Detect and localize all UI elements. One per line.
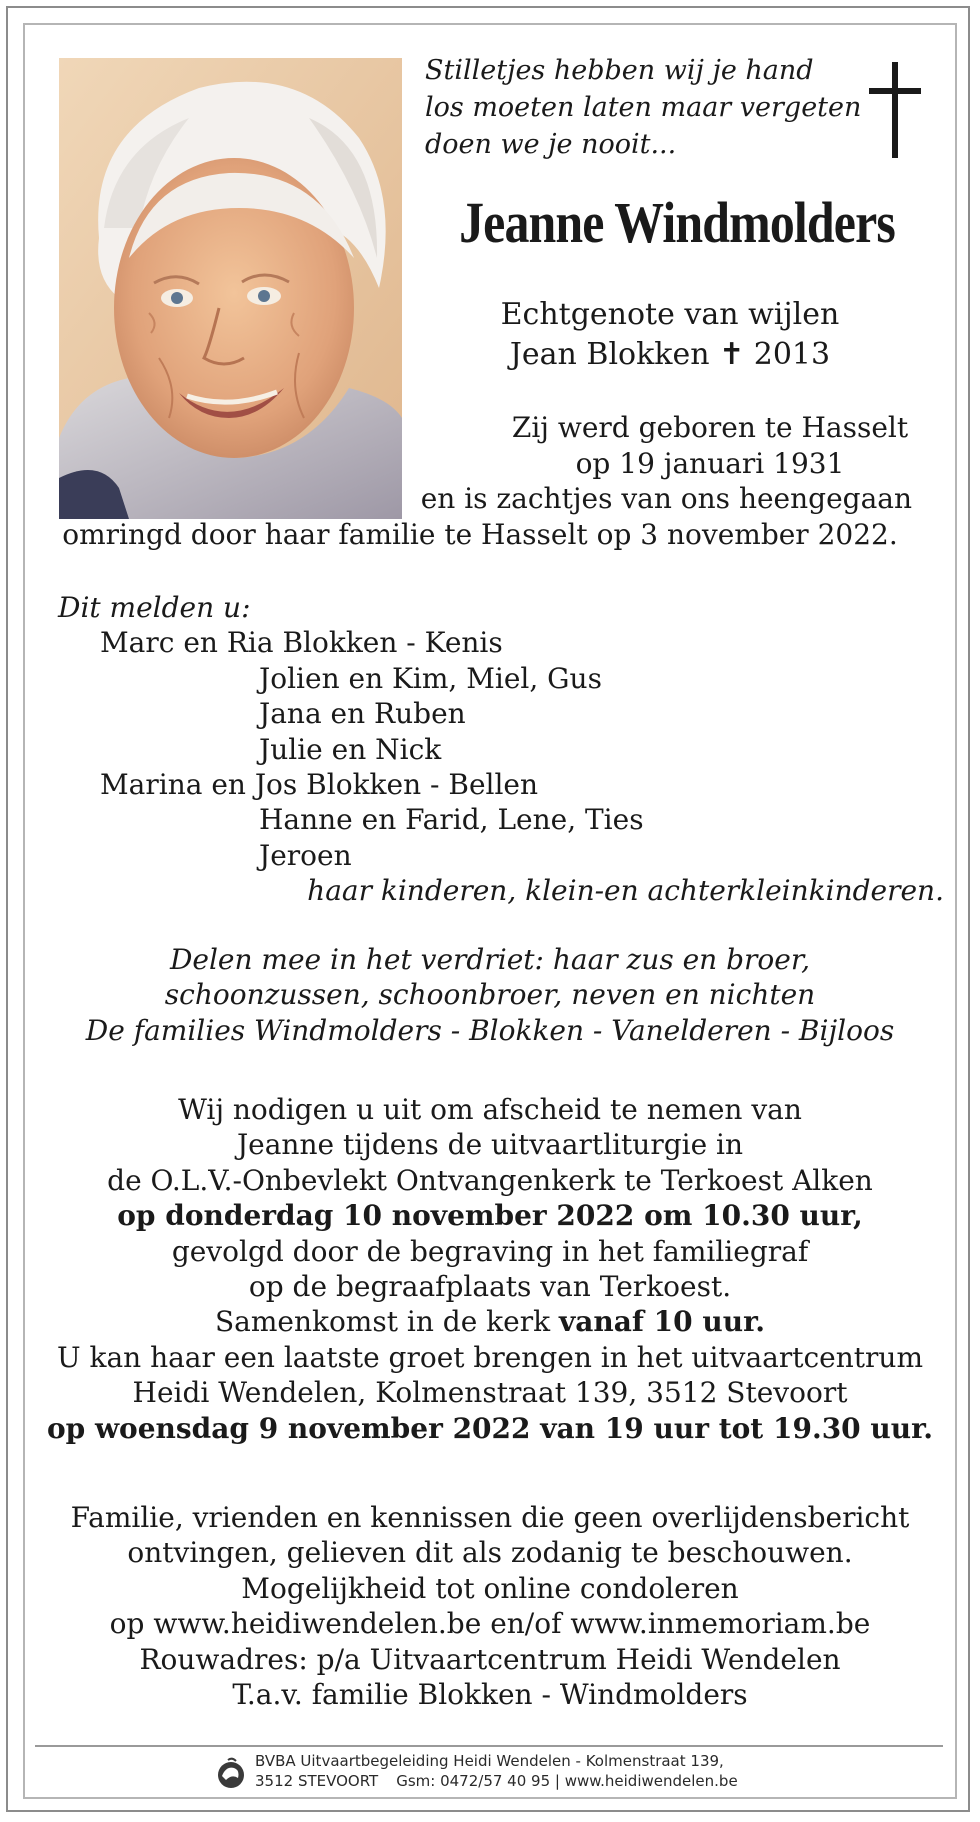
- family-grandchild: Jana en Ruben: [259, 697, 466, 731]
- birth-death-info: [40, 410, 940, 552]
- footer-line: [255, 1771, 815, 1791]
- family-list: [58, 590, 944, 909]
- funeral-home-logo-icon: [214, 1756, 248, 1790]
- footer-divider: [35, 1745, 943, 1747]
- service-info: [40, 1092, 940, 1446]
- family-child: Marina en Jos Blokken - Bellen: [100, 768, 539, 802]
- poem-line: los moeten laten maar vergeten: [425, 92, 862, 123]
- notice-line: T.a.v. familie Blokken - Windmolders: [232, 1678, 748, 1712]
- family-grandchild: Hanne en Farid, Lene, Ties: [259, 803, 644, 837]
- footer-contact: Gsm: 0472/57 40 95 | www.heidiwendelen.be: [396, 1772, 738, 1790]
- family-grandchild: Julie en Nick: [259, 732, 442, 766]
- notice-line: ontvingen, gelieven dit als zodanig te beschouwen.: [127, 1536, 853, 1570]
- service-line: gevolgd door de begraving in het familiegraf: [171, 1234, 809, 1268]
- deceased-name: Jeanne Windmolders: [459, 190, 895, 255]
- notice-line: Mogelijkheid tot online condoleren: [241, 1571, 739, 1605]
- mourners-line: schoonzussen, schoonbroer, neven en nichten: [164, 978, 816, 1012]
- notice-line: Rouwadres: p/a Uitvaartcentrum Heidi Wendelen: [139, 1642, 841, 1676]
- footer-text: [255, 1751, 815, 1791]
- notice-line: Familie, vrienden en kennissen die geen overlijdensbericht: [70, 1501, 910, 1534]
- birth-line: op 19 januari 1931: [575, 446, 845, 480]
- service-line: Heidi Wendelen, Kolmenstraat 139, 3512 Stevoort: [132, 1376, 848, 1410]
- service-line: op de begraafplaats van Terkoest.: [248, 1270, 732, 1304]
- gathering-text: Samenkomst in de kerk: [214, 1305, 551, 1339]
- visitation-date: op woensdag 9 november 2022 van 19 uur tot 19.30 uur.: [46, 1411, 934, 1445]
- footer-line: BVBA Uitvaartbegeleiding Heidi Wendelen - Kolmenstraat 139,: [255, 1752, 724, 1770]
- family-grandchild: Jolien en Kim, Miel, Gus: [259, 661, 602, 695]
- spouse-line: Echtgenote van wijlen: [500, 297, 840, 332]
- family-heading: Dit melden u:: [58, 591, 251, 624]
- notice: [40, 1500, 940, 1712]
- gathering-time: vanaf 10 uur.: [558, 1305, 766, 1339]
- gathering-line: [40, 1304, 940, 1339]
- family-closing: haar kinderen, klein-en achterkleinkinderen.: [307, 874, 944, 908]
- service-line: Wij nodigen u uit om afscheid te nemen van: [178, 1093, 802, 1126]
- poem: [425, 52, 865, 163]
- mourners-line: De families Windmolders - Blokken - Vanelderen - Bijloos: [85, 1013, 895, 1047]
- birth-line: en is zachtjes van ons heengegaan: [420, 482, 912, 515]
- service-line: U kan haar een laatste groet brengen in het uitvaartcentrum: [56, 1340, 924, 1374]
- service-line: de O.L.V.-Onbevlekt Ontvangenkerk te Terkoest Alken: [107, 1163, 873, 1197]
- spouse-info: [422, 295, 918, 375]
- service-line: Jeanne tijdens de uitvaartliturgie in: [236, 1128, 744, 1162]
- spouse-line: Jean Blokken ✝ 2013: [509, 337, 831, 372]
- footer-postal: 3512 STEVOORT: [255, 1772, 379, 1790]
- service-date: op donderdag 10 november 2022 om 10.30 uur,: [117, 1199, 863, 1233]
- mourners: [40, 942, 940, 1048]
- poem-line: Stilletjes hebben wij je hand: [425, 55, 814, 86]
- birth-line: Zij werd geboren te Hasselt: [511, 411, 909, 444]
- poem-line: doen we je nooit...: [425, 129, 677, 160]
- family-grandchild: Jeroen: [259, 838, 352, 872]
- notice-line: op www.heidiwendelen.be en/of www.inmemoriam.be: [109, 1607, 871, 1641]
- family-child: Marc en Ria Blokken - Kenis: [100, 626, 503, 660]
- birth-line: omringd door haar familie te Hasselt op 3 november 2022.: [62, 517, 898, 551]
- mourners-line: Delen mee in het verdriet: haar zus en broer,: [169, 943, 811, 976]
- cross-icon: [865, 60, 925, 160]
